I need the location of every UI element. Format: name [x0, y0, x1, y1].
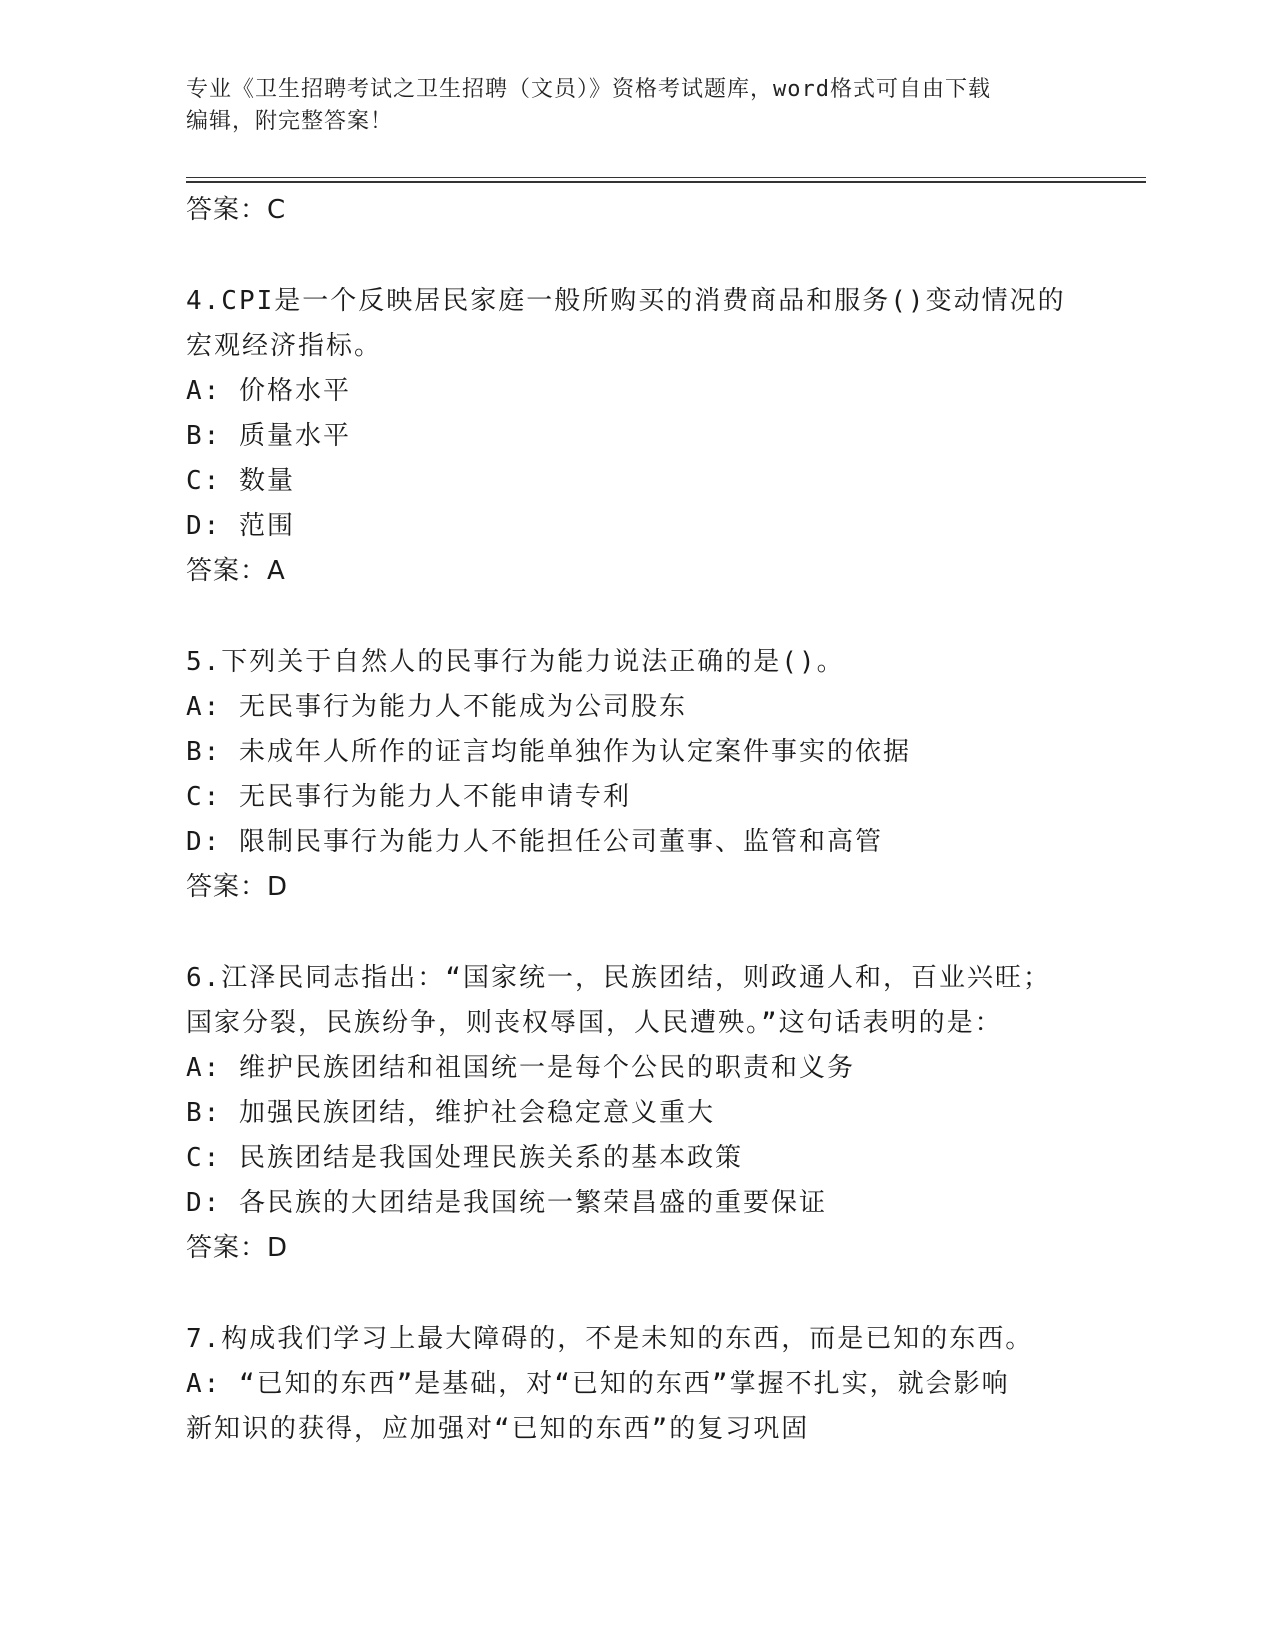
answer-q4: 答案：A — [186, 556, 286, 586]
spacer — [186, 233, 1126, 279]
question-5-option-a: A: 无民事行为能力人不能成为公司股东 — [186, 692, 687, 722]
question-7-text-line-1: 7.构成我们学习上最大障碍的，不是未知的东西，而是已知的东西。 — [186, 1324, 1034, 1354]
question-7 — [186, 1317, 1126, 1452]
answer-q5: 答案：D — [186, 872, 289, 902]
question-6-text-line-1: 6.江泽民同志指出：“国家统一，民族团结，则政通人和，百业兴旺； — [186, 963, 1051, 993]
question-4-option-c: C: 数量 — [186, 466, 295, 496]
answer-q3: 答案：C — [186, 195, 287, 225]
question-6-text-line-2: 国家分裂，民族纷争，则丧权辱国，人民遭殃。”这句话表明的是： — [186, 1008, 1003, 1038]
question-5-option-d: D: 限制民事行为能力人不能担任公司董事、监管和高管 — [186, 827, 883, 857]
question-5-text-line-1: 5.下列关于自然人的民事行为能力说法正确的是()。 — [186, 647, 845, 677]
question-list — [186, 188, 1126, 1452]
question-5 — [186, 640, 1126, 910]
question-4-option-a: A: 价格水平 — [186, 376, 351, 406]
question-6-option-b: B: 加强民族团结，维护社会稳定意义重大 — [186, 1098, 715, 1128]
header-divider-thick — [186, 181, 1146, 183]
question-6 — [186, 956, 1126, 1271]
question-5-option-b: B: 未成年人所作的证言均能单独作为认定案件事实的依据 — [186, 737, 911, 767]
question-7-option-a-line-2: 新知识的获得，应加强对“已知的东西”的复习巩固 — [186, 1414, 810, 1444]
question-6-option-d: D: 各民族的大团结是我国统一繁荣昌盛的重要保证 — [186, 1188, 827, 1218]
question-7-option-a-line-1: A: “已知的东西”是基础，对“已知的东西”掌握不扎实，就会影响 — [186, 1369, 1010, 1399]
spacer — [186, 1271, 1126, 1317]
question-4-option-d: D: 范围 — [186, 511, 295, 541]
question-5-option-c: C: 无民事行为能力人不能申请专利 — [186, 782, 631, 812]
header-line-1: 专业《卫生招聘考试之卫生招聘（文员）》资格考试题库，word格式可自由下载 — [186, 77, 991, 102]
question-4-text-line-2: 宏观经济指标。 — [186, 331, 383, 361]
header-line-2: 编辑，附完整答案！ — [186, 109, 394, 134]
spacer — [186, 594, 1126, 640]
question-6-option-c: C: 民族团结是我国处理民族关系的基本政策 — [186, 1143, 743, 1173]
question-4-option-b: B: 质量水平 — [186, 421, 351, 451]
header-divider-thin — [186, 177, 1146, 178]
question-4 — [186, 279, 1126, 594]
question-6-option-a: A: 维护民族团结和祖国统一是每个公民的职责和义务 — [186, 1053, 855, 1083]
spacer — [186, 910, 1126, 956]
answer-q6: 答案：D — [186, 1233, 289, 1263]
document-header — [186, 74, 1086, 138]
question-4-text-line-1: 4.CPI是一个反映居民家庭一般所购买的消费商品和服务()变动情况的 — [186, 286, 1066, 316]
